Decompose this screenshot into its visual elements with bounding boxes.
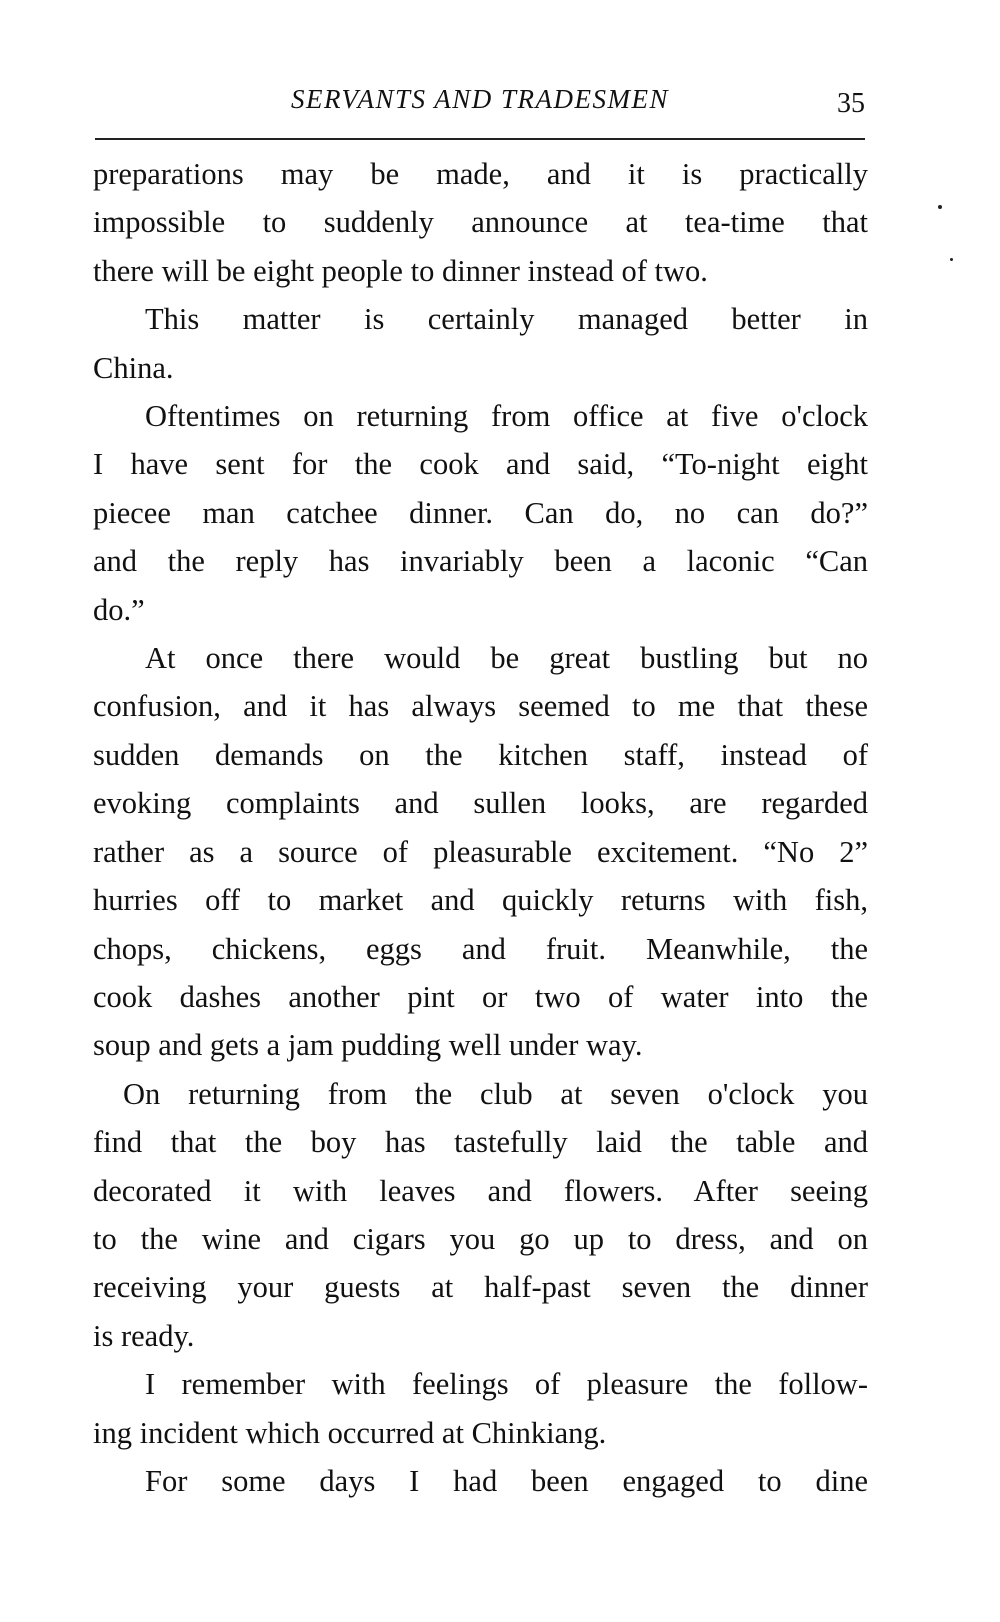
text-line: receiving your guests at half-past seven the dinner bbox=[93, 1270, 868, 1305]
page-number: 35 bbox=[837, 88, 865, 119]
text-line: there will be eight people to dinner instead of two. bbox=[93, 253, 708, 288]
text-line: cook dashes another pint or two of water into the bbox=[93, 979, 868, 1014]
running-head bbox=[95, 84, 865, 124]
text-line: is ready. bbox=[93, 1318, 195, 1353]
text-line: rather as a source of pleasurable excitement. “No 2” bbox=[93, 834, 868, 869]
text-line: sudden demands on the kitchen staff, instead of bbox=[93, 737, 868, 772]
text-line: do.” bbox=[93, 592, 145, 627]
text-line: China. bbox=[93, 350, 174, 385]
text-line: find that the boy has tastefully laid the table and bbox=[93, 1125, 868, 1160]
running-title: SERVANTS AND TRADESMEN bbox=[290, 84, 669, 114]
ink-speck bbox=[938, 205, 942, 209]
text-line: hurries off to market and quickly returns with fish, bbox=[93, 883, 868, 918]
text-line: I remember with feelings of pleasure the follow- bbox=[145, 1367, 868, 1402]
text-line: ing incident which occurred at Chinkiang. bbox=[93, 1415, 607, 1450]
text-line: impossible to suddenly announce at tea-time that bbox=[93, 205, 868, 240]
text-line: Oftentimes on returning from office at five o'clock bbox=[145, 399, 868, 434]
text-line: to the wine and cigars you go up to dress, and on bbox=[93, 1221, 868, 1256]
text-line: and the reply has invariably been a laconic “Can bbox=[93, 544, 868, 579]
text-line: preparations may be made, and it is practically bbox=[93, 157, 868, 191]
text-line: On returning from the club at seven o'clock you bbox=[123, 1076, 868, 1111]
text-line: confusion, and it has always seemed to me that these bbox=[93, 689, 868, 724]
text-line: I have sent for the cook and said, “To-night eight bbox=[93, 447, 868, 482]
header-rule bbox=[95, 138, 865, 140]
body-text bbox=[93, 150, 868, 1505]
ink-speck bbox=[950, 258, 953, 261]
text-line: evoking complaints and sullen looks, are regarded bbox=[93, 786, 868, 821]
text-line: piecee man catchee dinner. Can do, no can do?” bbox=[93, 495, 868, 530]
text-line: chops, chickens, eggs and fruit. Meanwhile, the bbox=[93, 931, 868, 966]
text-line: At once there would be great bustling but no bbox=[145, 641, 868, 676]
text-line: decorated it with leaves and flowers. After seeing bbox=[93, 1173, 868, 1208]
text-line: For some days I had been engaged to dine bbox=[145, 1463, 868, 1498]
text-line: soup and gets a jam pudding well under way. bbox=[93, 1028, 643, 1063]
text-line: This matter is certainly managed better in bbox=[145, 302, 868, 337]
